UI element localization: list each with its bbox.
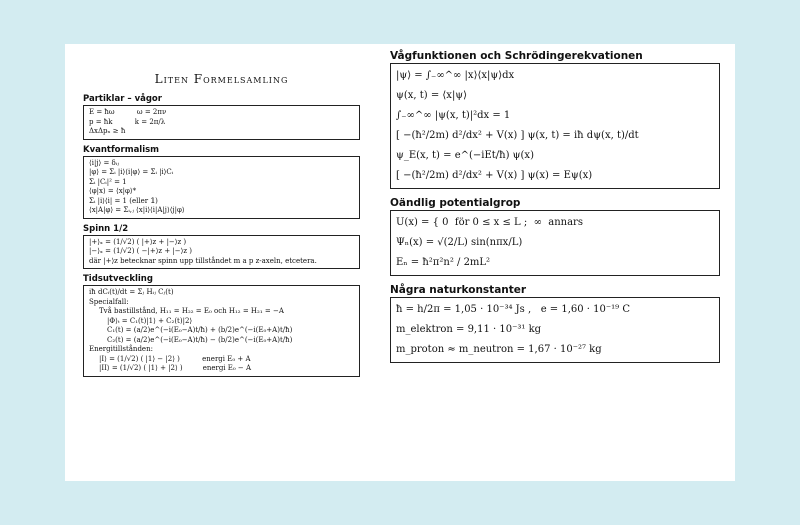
formula-box-quantum-formalism: [83, 156, 360, 219]
formula-line: m_proton ≈ m_neutron = 1,67 · 10⁻²⁷ kg: [396, 344, 602, 355]
formula-line: |Φ⟩ₜ = C₁(t)|1⟩ + C₂(t)|2⟩: [107, 316, 193, 325]
formula-line: [ −(ħ²/2m) d²/dx² + V(x) ] ψ(x, t) = iħ dψ(x, t)/dt: [396, 130, 639, 141]
formula-box-particles-waves: [83, 105, 360, 140]
formula-line: [ −(ħ²/2m) d²/dx² + V(x) ] ψ(x) = Eψ(x): [396, 170, 593, 181]
formula-box-infinite-well: [390, 210, 720, 276]
formula-label: Energitillstånden:: [89, 345, 153, 353]
formula-line: C₁(t) = (a/2)e^(−i(E₀−A)t/ħ) + (b/2)e^(−i(E₀+A)t/ħ): [107, 326, 293, 334]
formula-line: ψ(x, t) = ⟨x|ψ⟩: [396, 90, 468, 101]
formula-line: ⟨x|A|φ⟩ = Σᵢ,ⱼ ⟨x|i⟩⟨i|A|j⟩⟨j|φ⟩: [89, 206, 185, 214]
formula-line: m_elektron = 9,11 · 10⁻³¹ kg: [396, 324, 542, 335]
formula-line: |II⟩ = (1/√2) ( |1⟩ + |2⟩ ) energi E₀ − A: [99, 364, 252, 372]
formula-line: ΔxΔpₓ ≥ ħ: [89, 127, 126, 135]
formula-note: där |+⟩z betecknar spinn upp tillståndet m a p z-axeln, etcetera.: [89, 256, 317, 265]
formula-box-constants: [390, 297, 720, 363]
formula-line: |+⟩ₓ = (1/√2) ( |+⟩z + |−⟩z ): [89, 237, 187, 246]
section-heading-constants: Några naturkonstanter: [390, 284, 527, 296]
formula-line: |I⟩ = (1/√2) ( |1⟩ − |2⟩ ) energi E₀ + A: [99, 354, 251, 363]
formula-line: Σᵢ |Cᵢ|² = 1: [89, 177, 127, 186]
section-heading-infinite-well: Oändlig potentialgrop: [390, 197, 521, 209]
formula-sheet: [65, 44, 735, 481]
section-heading-time-evolution: Tidsutveckling: [83, 274, 153, 284]
section-heading-spin-half: Spinn 1/2: [83, 223, 129, 234]
formula-box-schrodinger: [390, 63, 720, 189]
sheet-title: Liten Formelsamling: [154, 72, 289, 86]
formula-box-time-evolution: [83, 285, 360, 377]
formula-line: Σᵢ |i⟩⟨i| = 1 (eller 𝟙): [89, 196, 158, 205]
formula-line: p = ħk k = 2π/λ: [89, 117, 166, 126]
formula-line: ∫₋∞^∞ |ψ(x, t)|²dx = 1: [396, 110, 511, 121]
formula-label: Specialfall:: [89, 297, 129, 306]
section-heading-schrodinger: Vågfunktionen och Schrödingerekvationen: [390, 50, 643, 62]
formula-line: C₂(t) = (a/2)e^(−i(E₀−A)t/ħ) − (b/2)e^(−i(E₀+A)t/ħ): [107, 335, 293, 344]
formula-line: U(x) = { 0 för 0 ≤ x ≤ L ; ∞ annars: [396, 217, 583, 228]
formula-line: Två bastillstånd, H₁₁ = H₂₂ = E₀ och H₁₂ = H₂₁ = −A: [99, 307, 284, 315]
left-column: [83, 72, 360, 382]
section-heading-quantum-formalism: Kvantformalism: [83, 144, 160, 155]
formula-line: ⟨φ|x⟩ = ⟨x|φ⟩*: [89, 187, 137, 195]
formula-line: |ψ⟩ = ∫₋∞^∞ |x⟩⟨x|ψ⟩dx: [396, 70, 515, 81]
formula-line: ⟨i|j⟩ = δᵢⱼ: [89, 158, 120, 167]
formula-line: iħ dCᵢ(t)/dt = Σⱼ Hᵢⱼ Cⱼ(t): [89, 288, 174, 296]
formula-line: Eₙ = ħ²π²n² / 2mL²: [396, 257, 491, 268]
formula-line: |−⟩ₓ = (1/√2) ( −|+⟩z + |−⟩z ): [89, 247, 193, 255]
formula-line: ħ = h/2π = 1,05 · 10⁻³⁴ Js , e = 1,60 · 10⁻¹⁹ C: [396, 304, 630, 315]
formula-line: ψ_E(x, t) = e^(−iEt/ħ) ψ(x): [396, 150, 534, 161]
formula-line: E = ħω ω = 2πν: [89, 108, 167, 116]
formula-box-spin-half: [83, 235, 360, 270]
formula-line: Ψₙ(x) = √(2/L) sin(nπx/L): [396, 237, 523, 248]
formula-line: |φ⟩ = Σᵢ |i⟩⟨i|φ⟩ = Σᵢ |i⟩Cᵢ: [89, 168, 174, 176]
section-heading-particles-waves: Partiklar – vågor: [83, 94, 162, 104]
right-column: [390, 50, 720, 368]
